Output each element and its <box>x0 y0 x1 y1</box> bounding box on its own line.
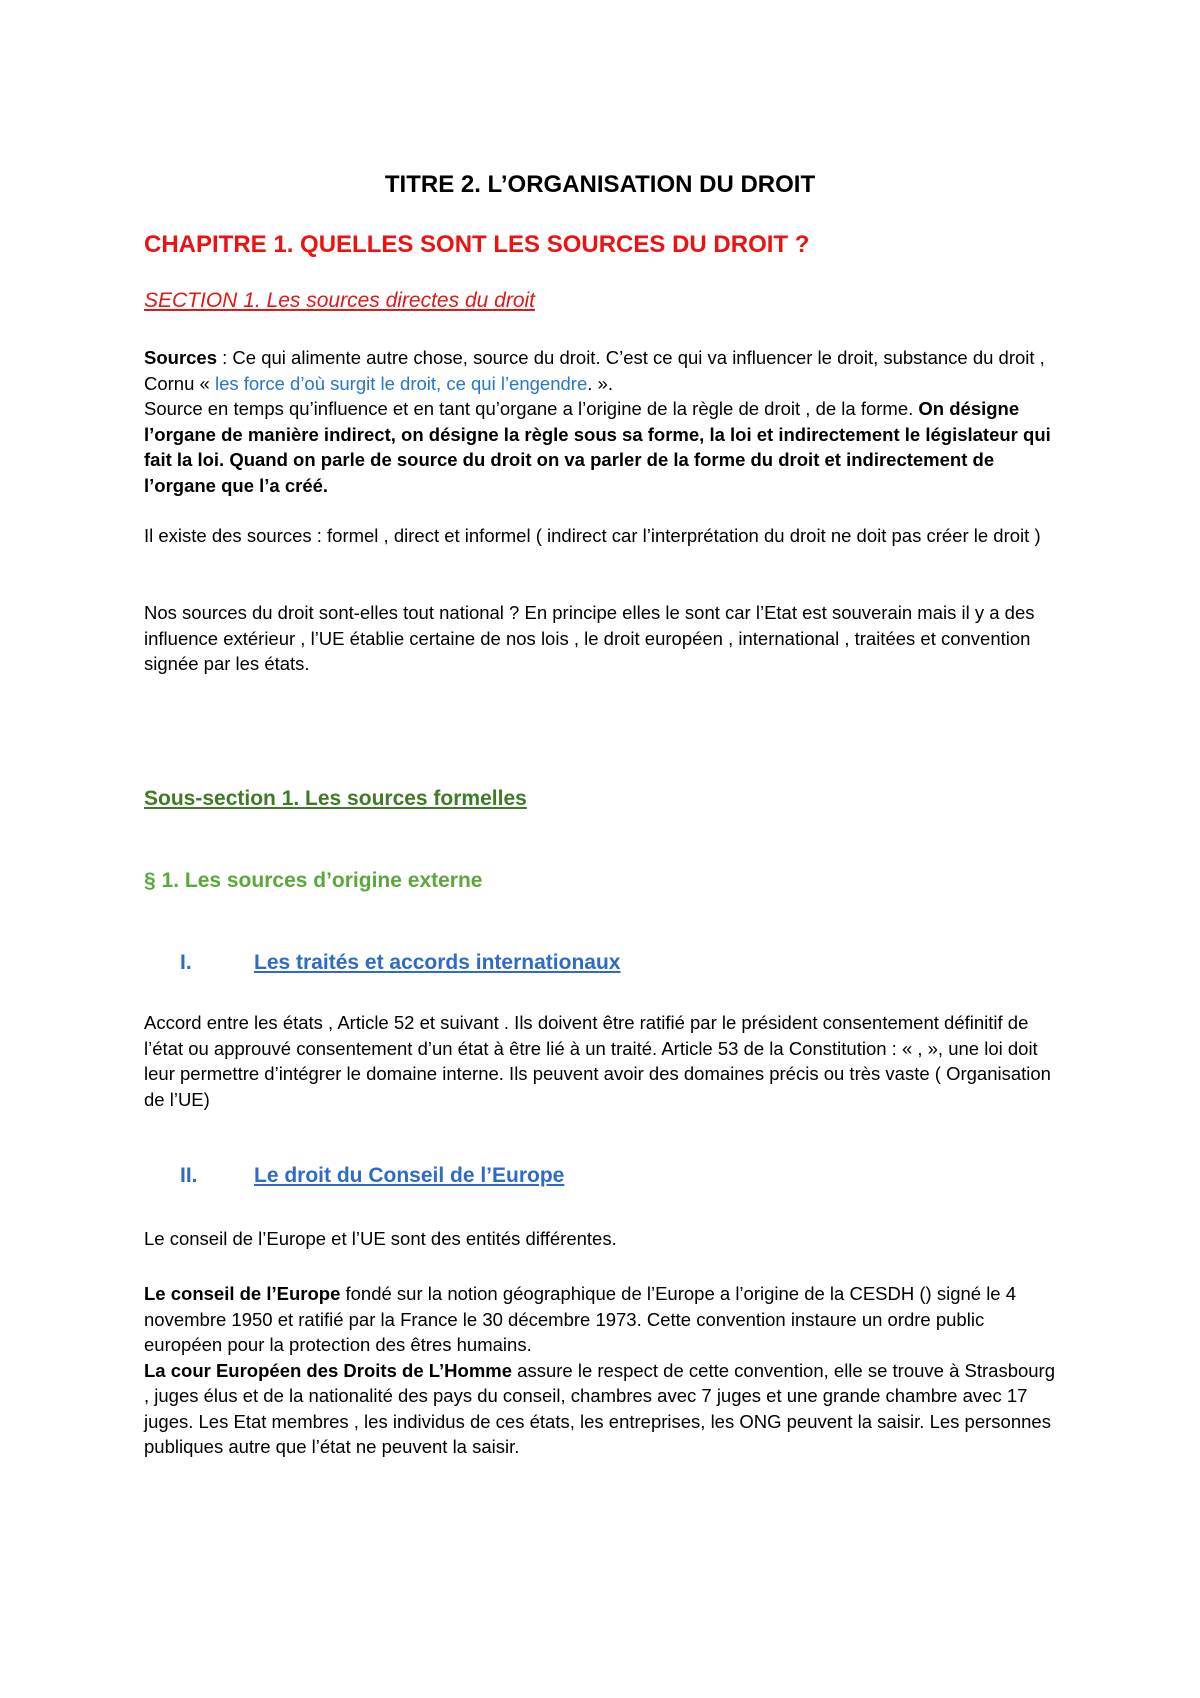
part2-intro: Le conseil de l’Europe et l’UE sont des entités différentes. <box>144 1228 617 1249</box>
chapter-heading: CHAPITRE 1. QUELLES SONT LES SOURCES DU DROIT ? <box>144 231 810 258</box>
sources-paragraph <box>144 345 1064 498</box>
part1-title: Les traités et accords internationaux <box>254 951 621 974</box>
part2-title: Le droit du Conseil de l’Europe <box>254 1164 565 1187</box>
part1-text: Accord entre les états , Article 52 et suivant . Ils doivent être ratifié par le président consentement définitif de l’état ou approuvé consentement d’un état à être lié à un traité. Article 53 de la Constitution : « , », une loi doit leur permettre d’intégrer le domaine interne. Ils peuvent avoir des domaines précis ou très vaste ( Organisation de l’UE) <box>144 1012 1051 1110</box>
sources-text-2: . ». <box>587 372 613 394</box>
conseil-lead: Le conseil de l’Europe <box>144 1283 341 1304</box>
cour-text: assure le respect de cette convention, elle se trouve à Strasbourg , juges élus et de la nationalité des pays du conseil, chambres avec 7 juges et une grande chambre avec 17 juges. Les Etat membres , les individus de ces états, les entreprises, les ONG peuvent la saisir. Les personnes publiques autre que l’état ne peuvent la saisir. <box>144 1359 1056 1457</box>
sources-text-1: : Ce qui alimente autre chose, source du droit. C’est ce qui va influencer le droit, substance du droit , Cornu « <box>144 347 1045 394</box>
cornu-quote: les force d’où surgit le droit, ce qui l’engendre <box>214 372 588 394</box>
sources-text-3: Source en temps qu’influence et en tant qu’organe a l’origine de la règle de droit , de la forme. <box>144 398 919 419</box>
sources-bold-text: On désigne l’organe de manière indirect, on désigne la règle sous sa forme, la loi et indirectement le législateur qui fait la loi. Quand on parle de source du droit on va parler de la forme du droit et indirectement de l’organe que l’a créé. <box>144 398 1051 496</box>
part1-numeral: I. <box>180 951 192 974</box>
sub-section-heading: Sous-section 1. Les sources formelles <box>144 787 527 810</box>
conseil-text: fondé sur la notion géographique de l’Europe a l’origine de la CESDH () signé le 4 novembre 1950 et ratifié par la France le 30 décembre 1973. Cette convention instaure un ordre public européen pour la protection des êtres humains. <box>144 1283 1017 1355</box>
section-heading: SECTION 1. Les sources directes du droit <box>144 289 535 312</box>
national-paragraph: Nos sources du droit sont-elles tout national ? En principe elles le sont car l’Etat est souverain mais il y a des influence extérieur , l’UE établie certaine de nos lois , le droit européen , international , traitées et convention signée par les états. <box>144 602 1035 674</box>
cour-lead: La cour Européen des Droits de L’Homme <box>144 1359 513 1381</box>
exists-paragraph: Il existe des sources : formel , direct et informel ( indirect car l’interprétation du droit ne doit pas créer le droit ) <box>144 525 1041 546</box>
paragraph-heading: § 1. Les sources d’origine externe <box>144 869 483 892</box>
sources-lead: Sources <box>144 347 218 368</box>
conseil-paragraph <box>144 1281 1064 1460</box>
document-title: TITRE 2. L’ORGANISATION DU DROIT <box>384 171 816 198</box>
part2-numeral: II. <box>180 1164 198 1187</box>
